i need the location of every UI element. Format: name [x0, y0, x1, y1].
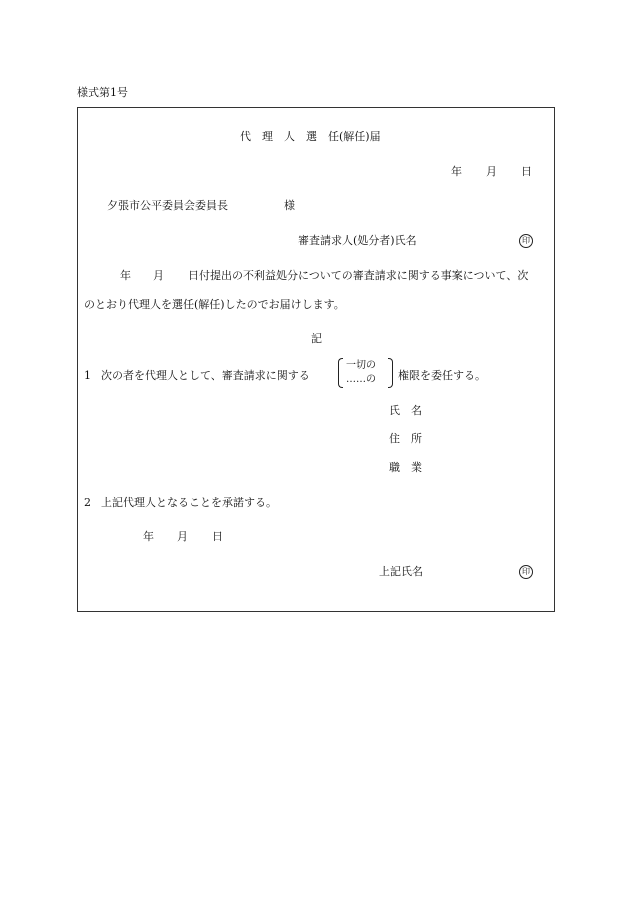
date-day: 日 — [521, 165, 532, 178]
left-bracket — [338, 358, 343, 388]
signature-label: 上記氏名 — [379, 565, 423, 578]
consent-date-day: 日 — [212, 530, 223, 543]
body-date-year: 年 — [120, 269, 131, 282]
addressee-name: 夕張市公平委員会委員長 — [107, 199, 228, 212]
ki-heading: 記 — [311, 332, 322, 345]
addressee-honorific: 様 — [284, 199, 295, 212]
seal-icon: 印 — [519, 234, 533, 248]
form-title: 代 理 人 選 任(解任)届 — [240, 130, 381, 143]
body-line-2: のとおり代理人を選任(解任)したのでお届けします。 — [84, 298, 345, 311]
bracket-option-partial: ……の — [346, 374, 376, 385]
agent-address-label: 住 所 — [389, 432, 422, 445]
form-number: 様式第1号 — [77, 86, 128, 99]
item1-suffix: 権限を委任する。 — [398, 369, 486, 382]
agent-name-label: 氏 名 — [389, 404, 422, 417]
item1-number: 1 — [84, 369, 91, 382]
right-bracket — [388, 358, 393, 388]
seal-icon: 印 — [519, 565, 533, 579]
date-year: 年 — [451, 165, 462, 178]
date-month: 月 — [486, 165, 497, 178]
requester-label: 審査請求人(処分者)氏名 — [298, 234, 417, 247]
body-date-month: 月 — [153, 269, 164, 282]
consent-date-month: 月 — [177, 530, 188, 543]
bracket-option-all: 一切の — [346, 360, 376, 371]
authority-options-bracket — [338, 358, 396, 390]
item2-number: 2 — [84, 496, 91, 509]
body-line-1: 日付提出の不利益処分についての審査請求に関する事案について、次 — [188, 269, 529, 282]
agent-occupation-label: 職 業 — [389, 461, 422, 474]
consent-date-year: 年 — [143, 530, 154, 543]
item1-text: 次の者を代理人として、審査請求に関する — [101, 369, 310, 382]
item2-text: 上記代理人となることを承諾する。 — [101, 496, 277, 509]
